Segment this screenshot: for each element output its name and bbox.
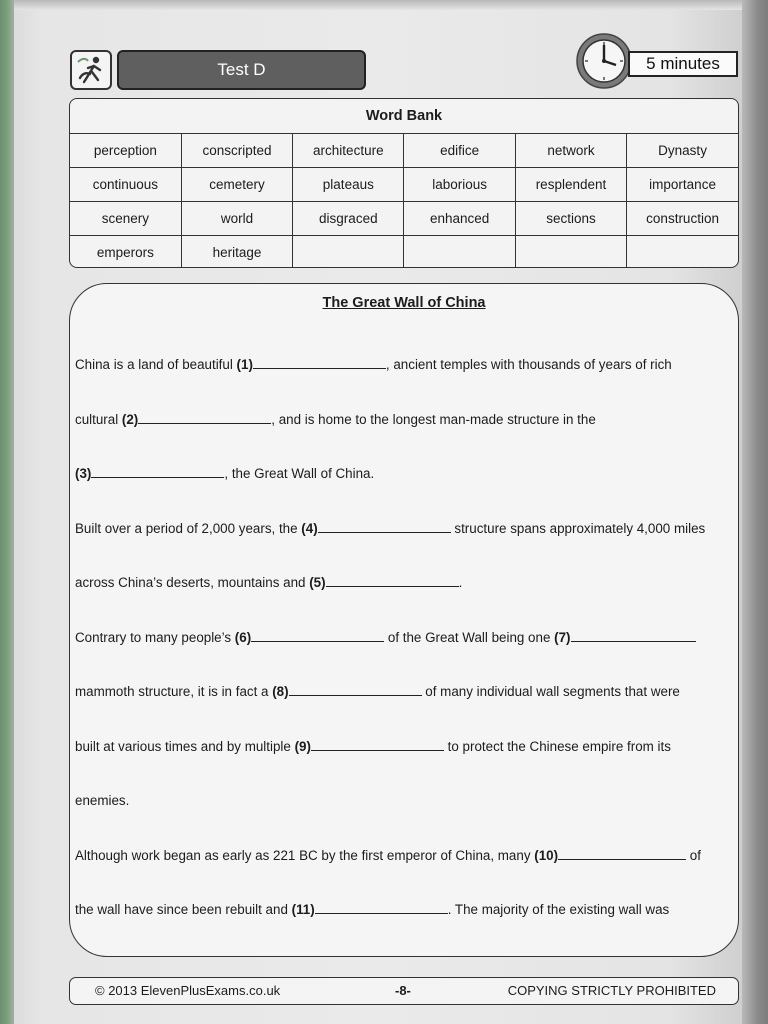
word-bank-cell: architecture — [293, 134, 404, 168]
passage-text-segment: Contrary to many people’s — [75, 629, 235, 645]
word-bank-cell — [293, 236, 404, 269]
word-bank-row — [70, 236, 738, 269]
word-bank-cell: enhanced — [404, 202, 515, 236]
time-limit-label: 5 minutes — [628, 51, 738, 77]
page-edge-left — [0, 0, 14, 1024]
answer-blank[interactable] — [311, 738, 444, 751]
passage-text-segment: structure spans approximately 4,000 miles — [450, 520, 706, 536]
passage-text-segment: enemies. — [75, 793, 130, 808]
passage-line — [75, 901, 669, 919]
word-bank-table — [70, 134, 738, 268]
answer-blank[interactable] — [253, 356, 386, 369]
passage-text-segment: . The majority of the existing wall was — [447, 902, 670, 917]
page-footer — [69, 977, 739, 1005]
question-number: (5) — [309, 575, 326, 590]
word-bank-cell: importance — [627, 168, 738, 202]
page-number: -8- — [395, 983, 411, 998]
question-number: (7) — [554, 629, 571, 645]
word-bank-row — [70, 202, 738, 236]
passage-text-segment: across China’s deserts, mountains and — [75, 575, 310, 590]
copying-notice: COPYING STRICTLY PROHIBITED — [507, 983, 716, 998]
word-bank-cell: network — [515, 134, 626, 168]
word-bank-cell: laborious — [404, 168, 515, 202]
question-number: (4) — [301, 520, 318, 536]
clock-icon — [575, 32, 633, 90]
word-bank-cell: construction — [627, 202, 738, 236]
word-bank-title: Word Bank — [70, 99, 738, 134]
passage-text-segment: to protect the Chinese empire from its — [443, 738, 671, 754]
word-bank-cell: emperors — [70, 236, 181, 269]
answer-blank[interactable] — [251, 629, 384, 642]
question-number: (1) — [236, 357, 253, 372]
passage-line — [75, 574, 462, 592]
word-bank-cell: sections — [515, 202, 626, 236]
passage-text-segment: built at various times and by multiple — [75, 738, 295, 754]
word-bank-cell: world — [181, 202, 292, 236]
word-bank-row — [70, 168, 738, 202]
question-number: (3) — [75, 466, 92, 481]
passage-text-segment: . — [458, 575, 463, 590]
passage-line — [75, 411, 596, 429]
passage-line — [75, 629, 696, 647]
answer-blank[interactable] — [558, 847, 686, 860]
word-bank-cell: scenery — [70, 202, 181, 236]
question-number: (6) — [234, 629, 252, 645]
answer-blank[interactable] — [571, 629, 696, 642]
passage-text-segment: Although work began as early as 221 BC by the first emperor of China, many — [75, 847, 535, 863]
passage-text-segment: the wall have since been rebuilt and — [75, 902, 292, 917]
passage-text-segment: of the Great Wall being one — [384, 629, 555, 645]
question-number: (8) — [272, 684, 289, 699]
word-bank-cell: continuous — [70, 168, 181, 202]
question-number: (10) — [534, 847, 559, 863]
word-bank-cell: cemetery — [181, 168, 292, 202]
word-bank-cell: heritage — [181, 236, 292, 269]
word-bank-cell: plateaus — [293, 168, 404, 202]
word-bank-cell — [627, 236, 738, 269]
test-title-banner: Test D — [117, 50, 366, 90]
passage-line — [75, 465, 374, 483]
question-number: (11) — [291, 902, 315, 917]
passage-text-segment: , the Great Wall of China. — [224, 466, 375, 481]
passage-text-segment: of — [686, 847, 701, 863]
page-edge-right — [742, 0, 768, 1024]
word-bank-cell: resplendent — [515, 168, 626, 202]
question-number: (9) — [294, 738, 311, 754]
answer-blank[interactable] — [326, 574, 459, 587]
word-bank-cell: Dynasty — [627, 134, 738, 168]
passage-text-segment: mammoth structure, it is in fact a — [75, 684, 273, 699]
word-bank — [69, 98, 739, 268]
passage-line — [75, 683, 680, 701]
answer-blank[interactable] — [315, 901, 448, 914]
page-top-shadow — [14, 0, 742, 10]
word-bank-cell: edifice — [404, 134, 515, 168]
passage-text-segment: cultural — [75, 411, 122, 427]
word-bank-cell: perception — [70, 134, 181, 168]
passage-text-segment: , and is home to the longest man-made structure in the — [271, 411, 596, 427]
passage-panel — [69, 283, 739, 957]
passage-line — [75, 847, 701, 865]
word-bank-cell — [515, 236, 626, 269]
answer-blank[interactable] — [289, 683, 422, 696]
passage-line — [75, 356, 672, 374]
word-bank-cell: disgraced — [293, 202, 404, 236]
answer-blank[interactable] — [318, 520, 451, 533]
word-bank-cell: conscripted — [181, 134, 292, 168]
passage-text-segment: Built over a period of 2,000 years, the — [75, 520, 302, 536]
word-bank-row — [70, 134, 738, 168]
passage-line — [75, 520, 705, 538]
passage-title: The Great Wall of China — [322, 295, 486, 311]
passage-text-segment: , ancient temples with thousands of years of rich — [385, 357, 672, 372]
word-bank-cell — [404, 236, 515, 269]
passage-line — [75, 738, 671, 756]
question-number: (2) — [121, 411, 139, 427]
passage-text-segment: China is a land of beautiful — [75, 357, 237, 372]
copyright-notice: © 2013 ElevenPlusExams.co.uk — [95, 983, 281, 998]
answer-blank[interactable] — [138, 411, 271, 424]
answer-blank[interactable] — [91, 465, 224, 478]
passage-text-segment: of many individual wall segments that were — [421, 684, 680, 699]
passage-line — [75, 792, 129, 810]
running-figure-icon — [70, 50, 112, 90]
